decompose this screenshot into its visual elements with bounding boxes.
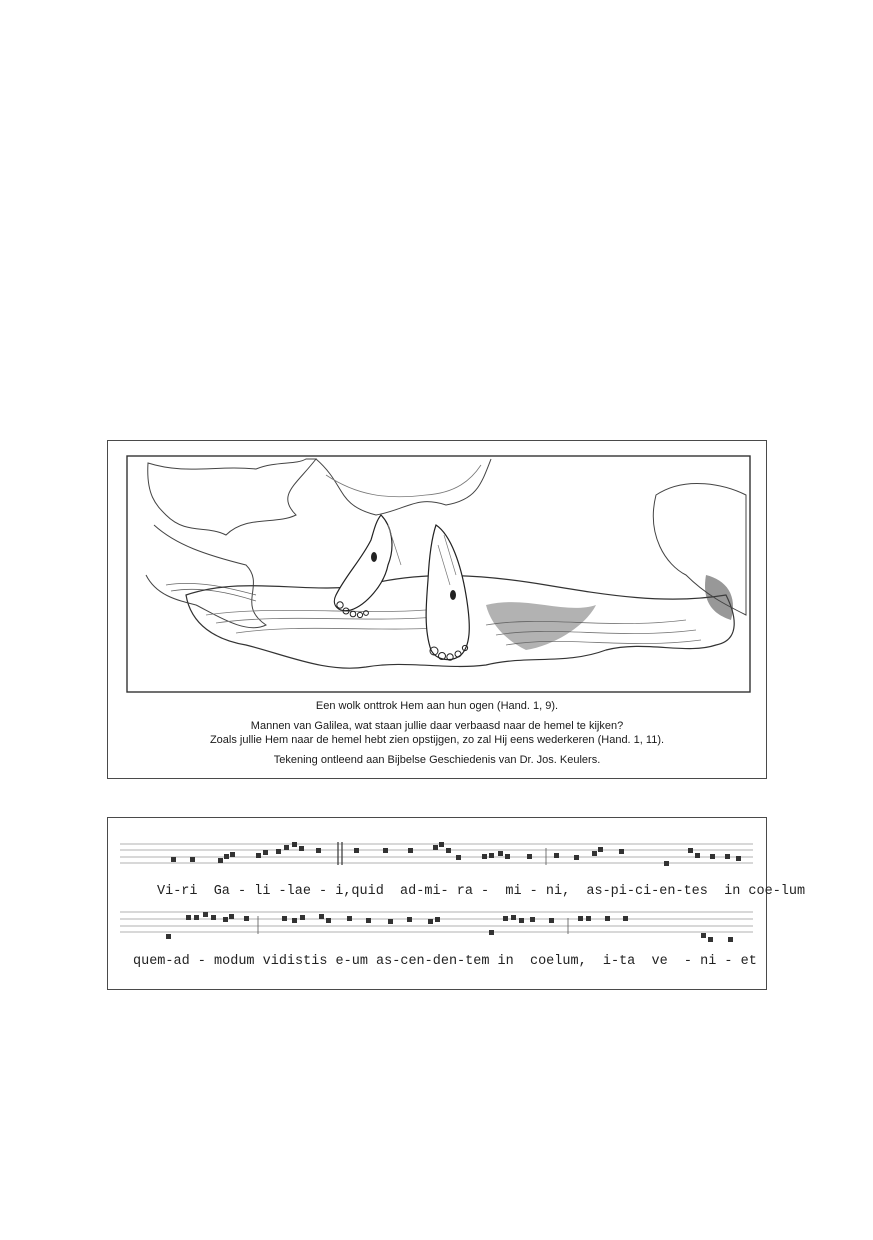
caption-title: Een wolk onttrok Hem aan hun ogen (Hand. 1, 9). [315, 700, 559, 712]
illustration-panel [107, 440, 767, 779]
chant-lyric-line-1: Vi-ri Ga - li -lae - i,quid ad-mi- ra - mi - ni, as-pi-ci-en-tes in coe-lum [157, 884, 806, 899]
chant-lyric-line-2: quem-ad - modum vidistis e-um as-cen-den-tem in coelum, i-ta ve - ni - et [133, 954, 757, 969]
ascension-drawing [126, 455, 751, 699]
caption-source: Tekening ontleend aan Bijbelse Geschiedenis van Dr. Jos. Keulers. [273, 754, 601, 766]
caption-quote-line-2: Zoals jullie Hem naar de hemel hebt zien opstijgen, zo zal Hij eens wederkeren (Hand. 1, 11). [209, 734, 665, 746]
illustration-captions [108, 699, 766, 767]
chant-panel [107, 817, 806, 990]
caption-quote-line-1: Mannen van Galilea, wat staan jullie daar verbaasd naar de hemel te kijken? [250, 720, 624, 732]
